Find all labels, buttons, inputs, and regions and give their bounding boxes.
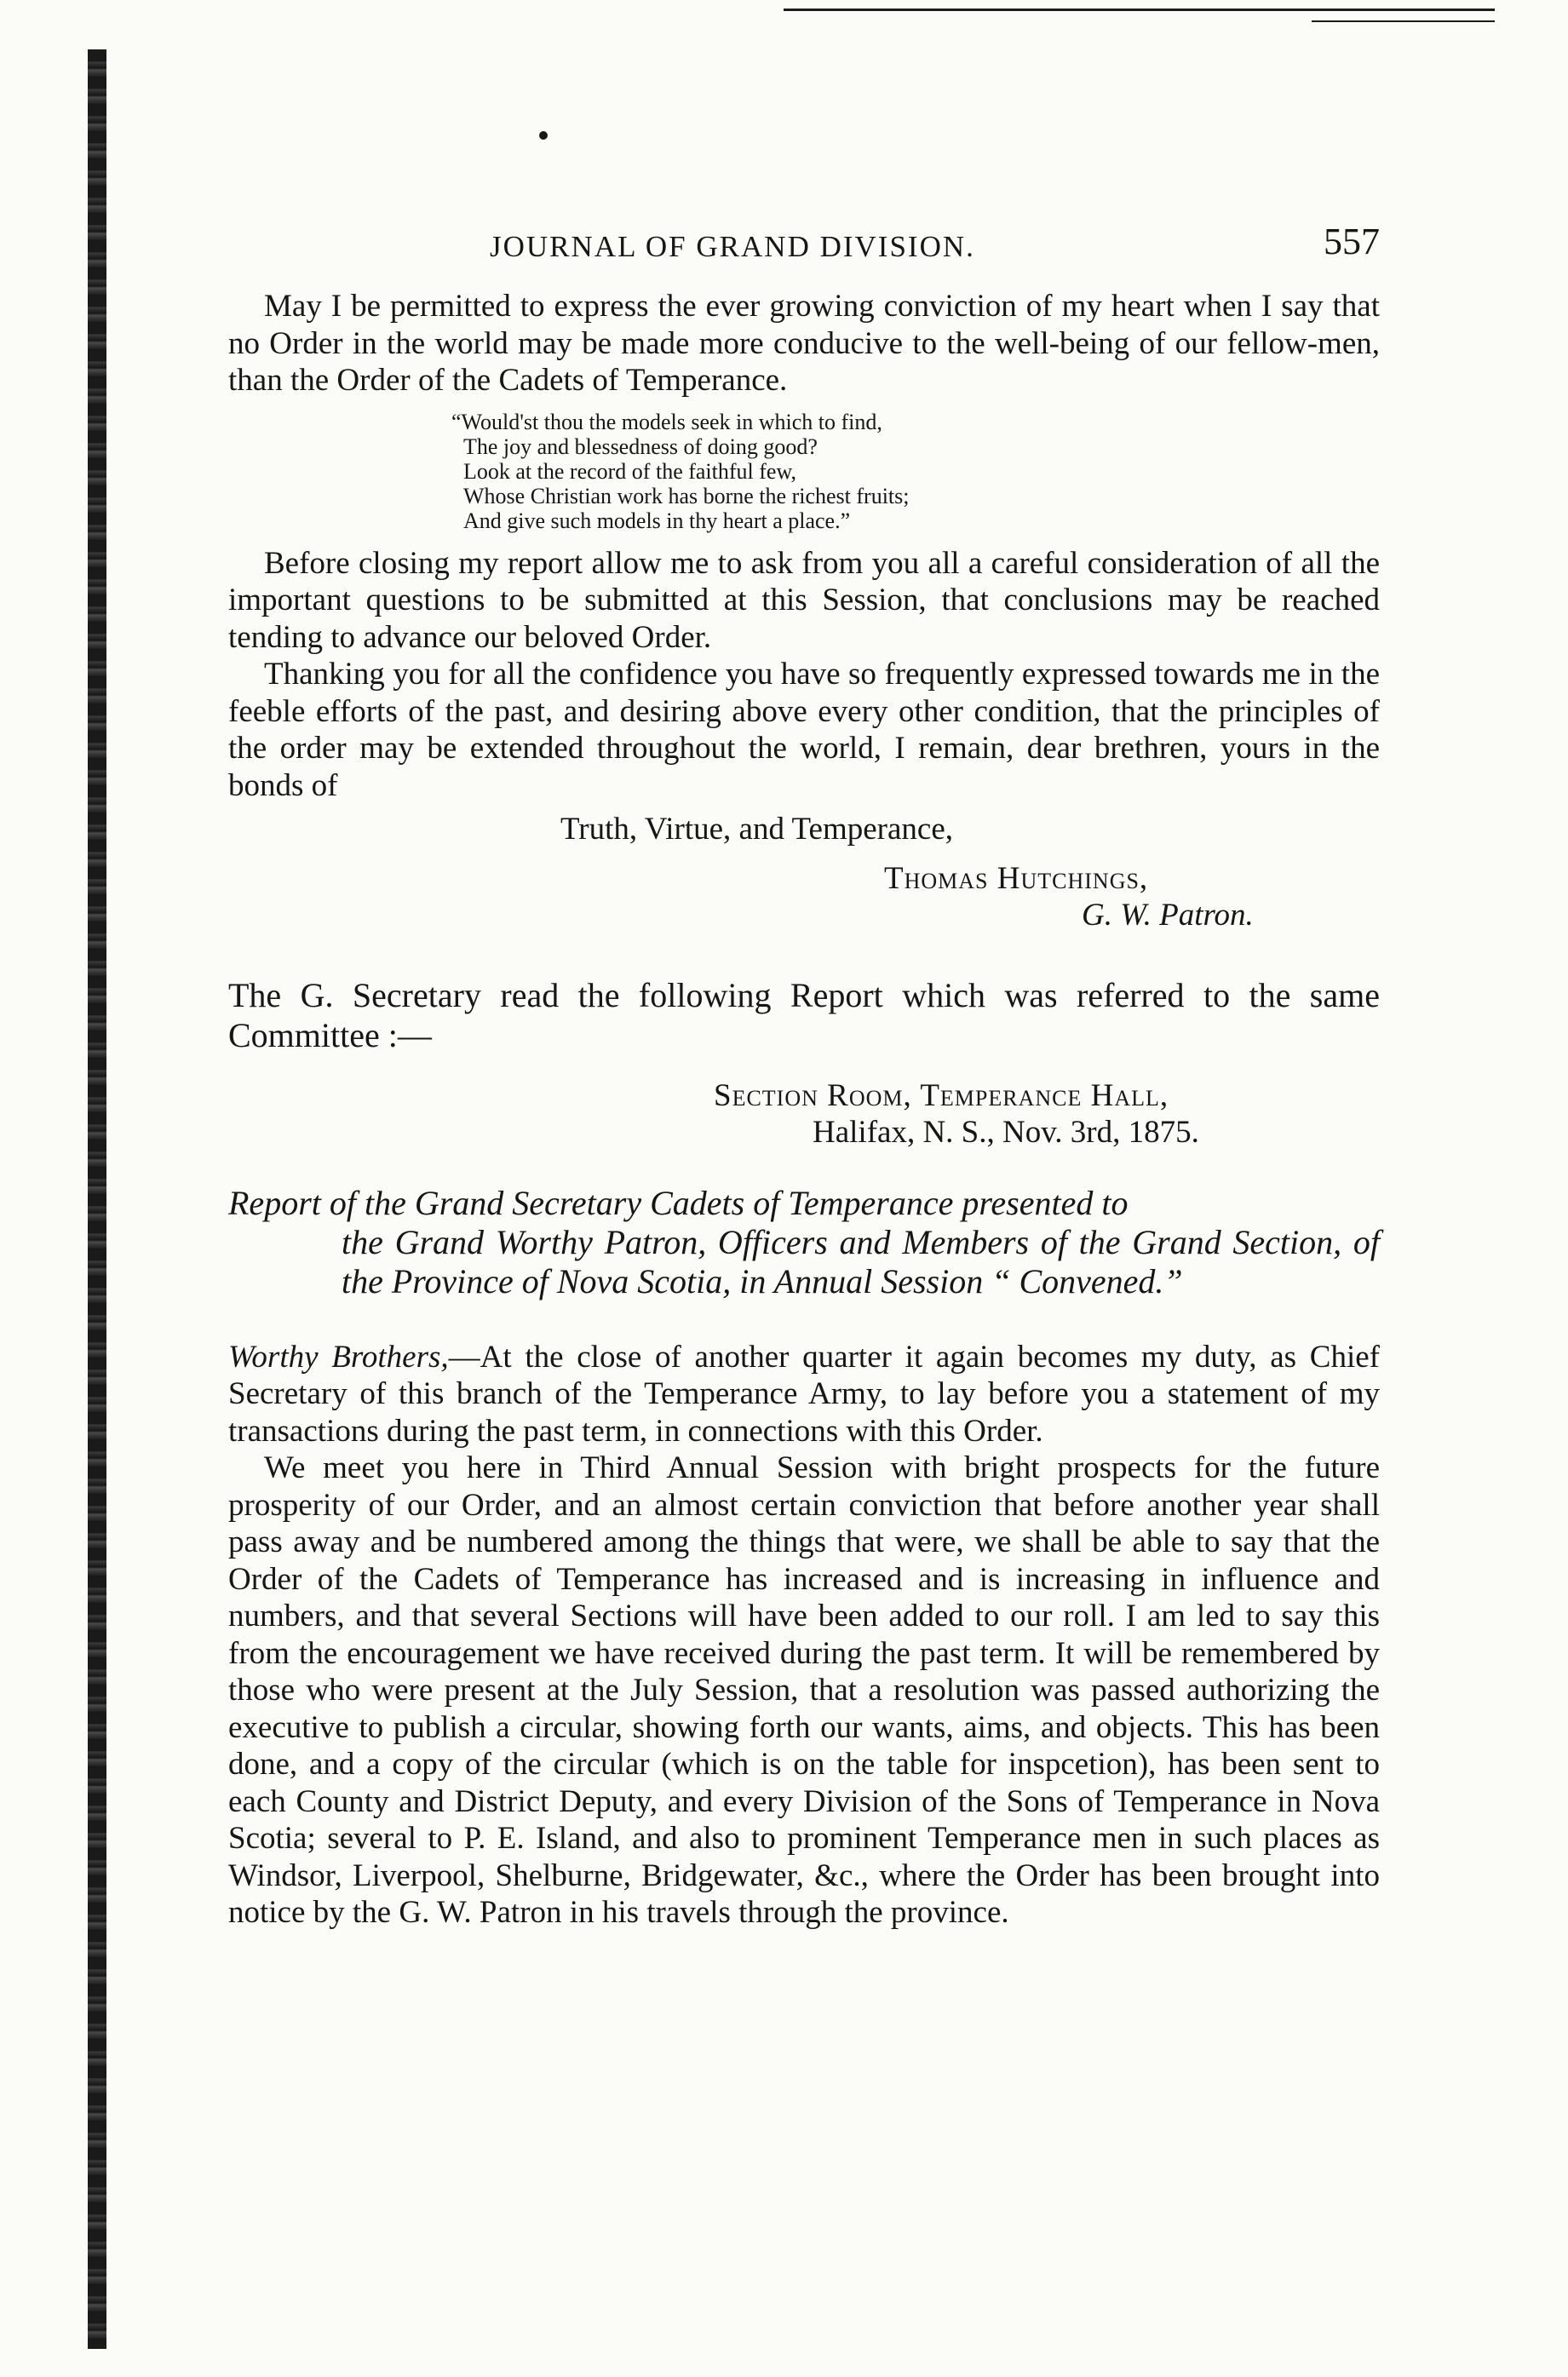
closing-line: Truth, Virtue, and Temperance, bbox=[560, 812, 954, 847]
top-rule-thin bbox=[1312, 20, 1495, 22]
top-rule bbox=[784, 9, 1495, 11]
running-title: JOURNAL OF GRAND DIVISION. bbox=[490, 230, 975, 263]
signature-title: G. W. Patron. bbox=[1082, 898, 1254, 933]
poem-line: Look at the record of the faithful few, bbox=[463, 458, 797, 484]
page-number: 557 bbox=[1324, 221, 1380, 262]
closing-request-paragraph: Before closing my report allow me to ask from you all a careful consideration of all the important questions to be submitted at this Session, that conclusions may be reached tending to advance our beloved Order. bbox=[228, 545, 1380, 655]
page bbox=[228, 221, 1380, 1932]
report-title bbox=[228, 1184, 1380, 1301]
report-opening-paragraph bbox=[228, 1339, 1380, 1450]
binding-edge bbox=[88, 49, 106, 2349]
salutation: Worthy Brothers, bbox=[228, 1339, 449, 1375]
signature-name: Thomas Hutchings, bbox=[884, 860, 1149, 896]
secretary-note: The G. Secretary read the following Report which was referred to the same Committee :— bbox=[228, 975, 1380, 1054]
report-opening-text: —At the close of another quarter it again becomes my duty, as Chief Secretary of this branch of the Temperance Army, to lay before you a statement of my transactions during the past term, in connections with this Order. bbox=[228, 1339, 1380, 1449]
poem-line: The joy and blessedness of doing good? bbox=[463, 433, 818, 459]
conviction-paragraph: May I be permitted to express the ever growing conviction of my heart when I say that no Order in the world may be made more conducive to the well-being of our fellow-men, than the Order of the Cadets of Temperance. bbox=[228, 289, 1380, 398]
poem-line: And give such models in thy heart a place.” bbox=[463, 508, 851, 533]
poem-line: Whose Christian work has borne the richest fruits; bbox=[463, 483, 910, 508]
report-title-first-line: Report of the Grand Secretary Cadets of Temperance presented to bbox=[228, 1183, 1129, 1222]
poem-line: “Would'st thou the models seek in which to find, bbox=[451, 409, 882, 434]
report-body-paragraph: We meet you here in Third Annual Session with bright prospects for the future prosperity of our Order, and an almost certain conviction that before another year shall pass away and be numbered among the things that were, we shall be able to say that the Order of the Cadets of Temperance has increased and is increasing in influence and numbers, and that several Sections will have been added to our roll. I am led to say this from the encouragement we have received during the past term. It will be remembered by those who were present at the July Session, that a resolution was passed authorizing the executive to publish a circular, showing forth our wants, aims, and objects. This has been done, and a copy of the circular (which is on the table for inspcetion), has been sent to each County and District Deputy, and every Division of the Sons of Temperance in Nova Scotia; several to P. E. Island, and also to prominent Temperance men in such places as Windsor, Liverpool, Shelburne, Bridgewater, &c., where the Order has been brought into notice by the G. W. Patron in his travels through the province. bbox=[228, 1450, 1380, 1930]
report-title-continuation: the Grand Worthy Patron, Officers and Members of the Grand Section, of the Province of Nova Scotia, in Annual Session “ Convened.” bbox=[342, 1222, 1380, 1300]
dateline-place: Section Room, Temperance Hall, bbox=[714, 1077, 1169, 1113]
thanks-paragraph: Thanking you for all the confidence you have so frequently expressed towards me in the feeble efforts of the past, and desiring above every other condition, that the principles of the order may be extended throughout the world, I remain, dear brethren, yours in the bonds of bbox=[228, 657, 1380, 803]
page-header bbox=[228, 221, 1380, 288]
dateline-date: Halifax, N. S., Nov. 3rd, 1875. bbox=[813, 1115, 1199, 1150]
poem bbox=[451, 410, 1380, 533]
ink-dot bbox=[539, 131, 548, 140]
